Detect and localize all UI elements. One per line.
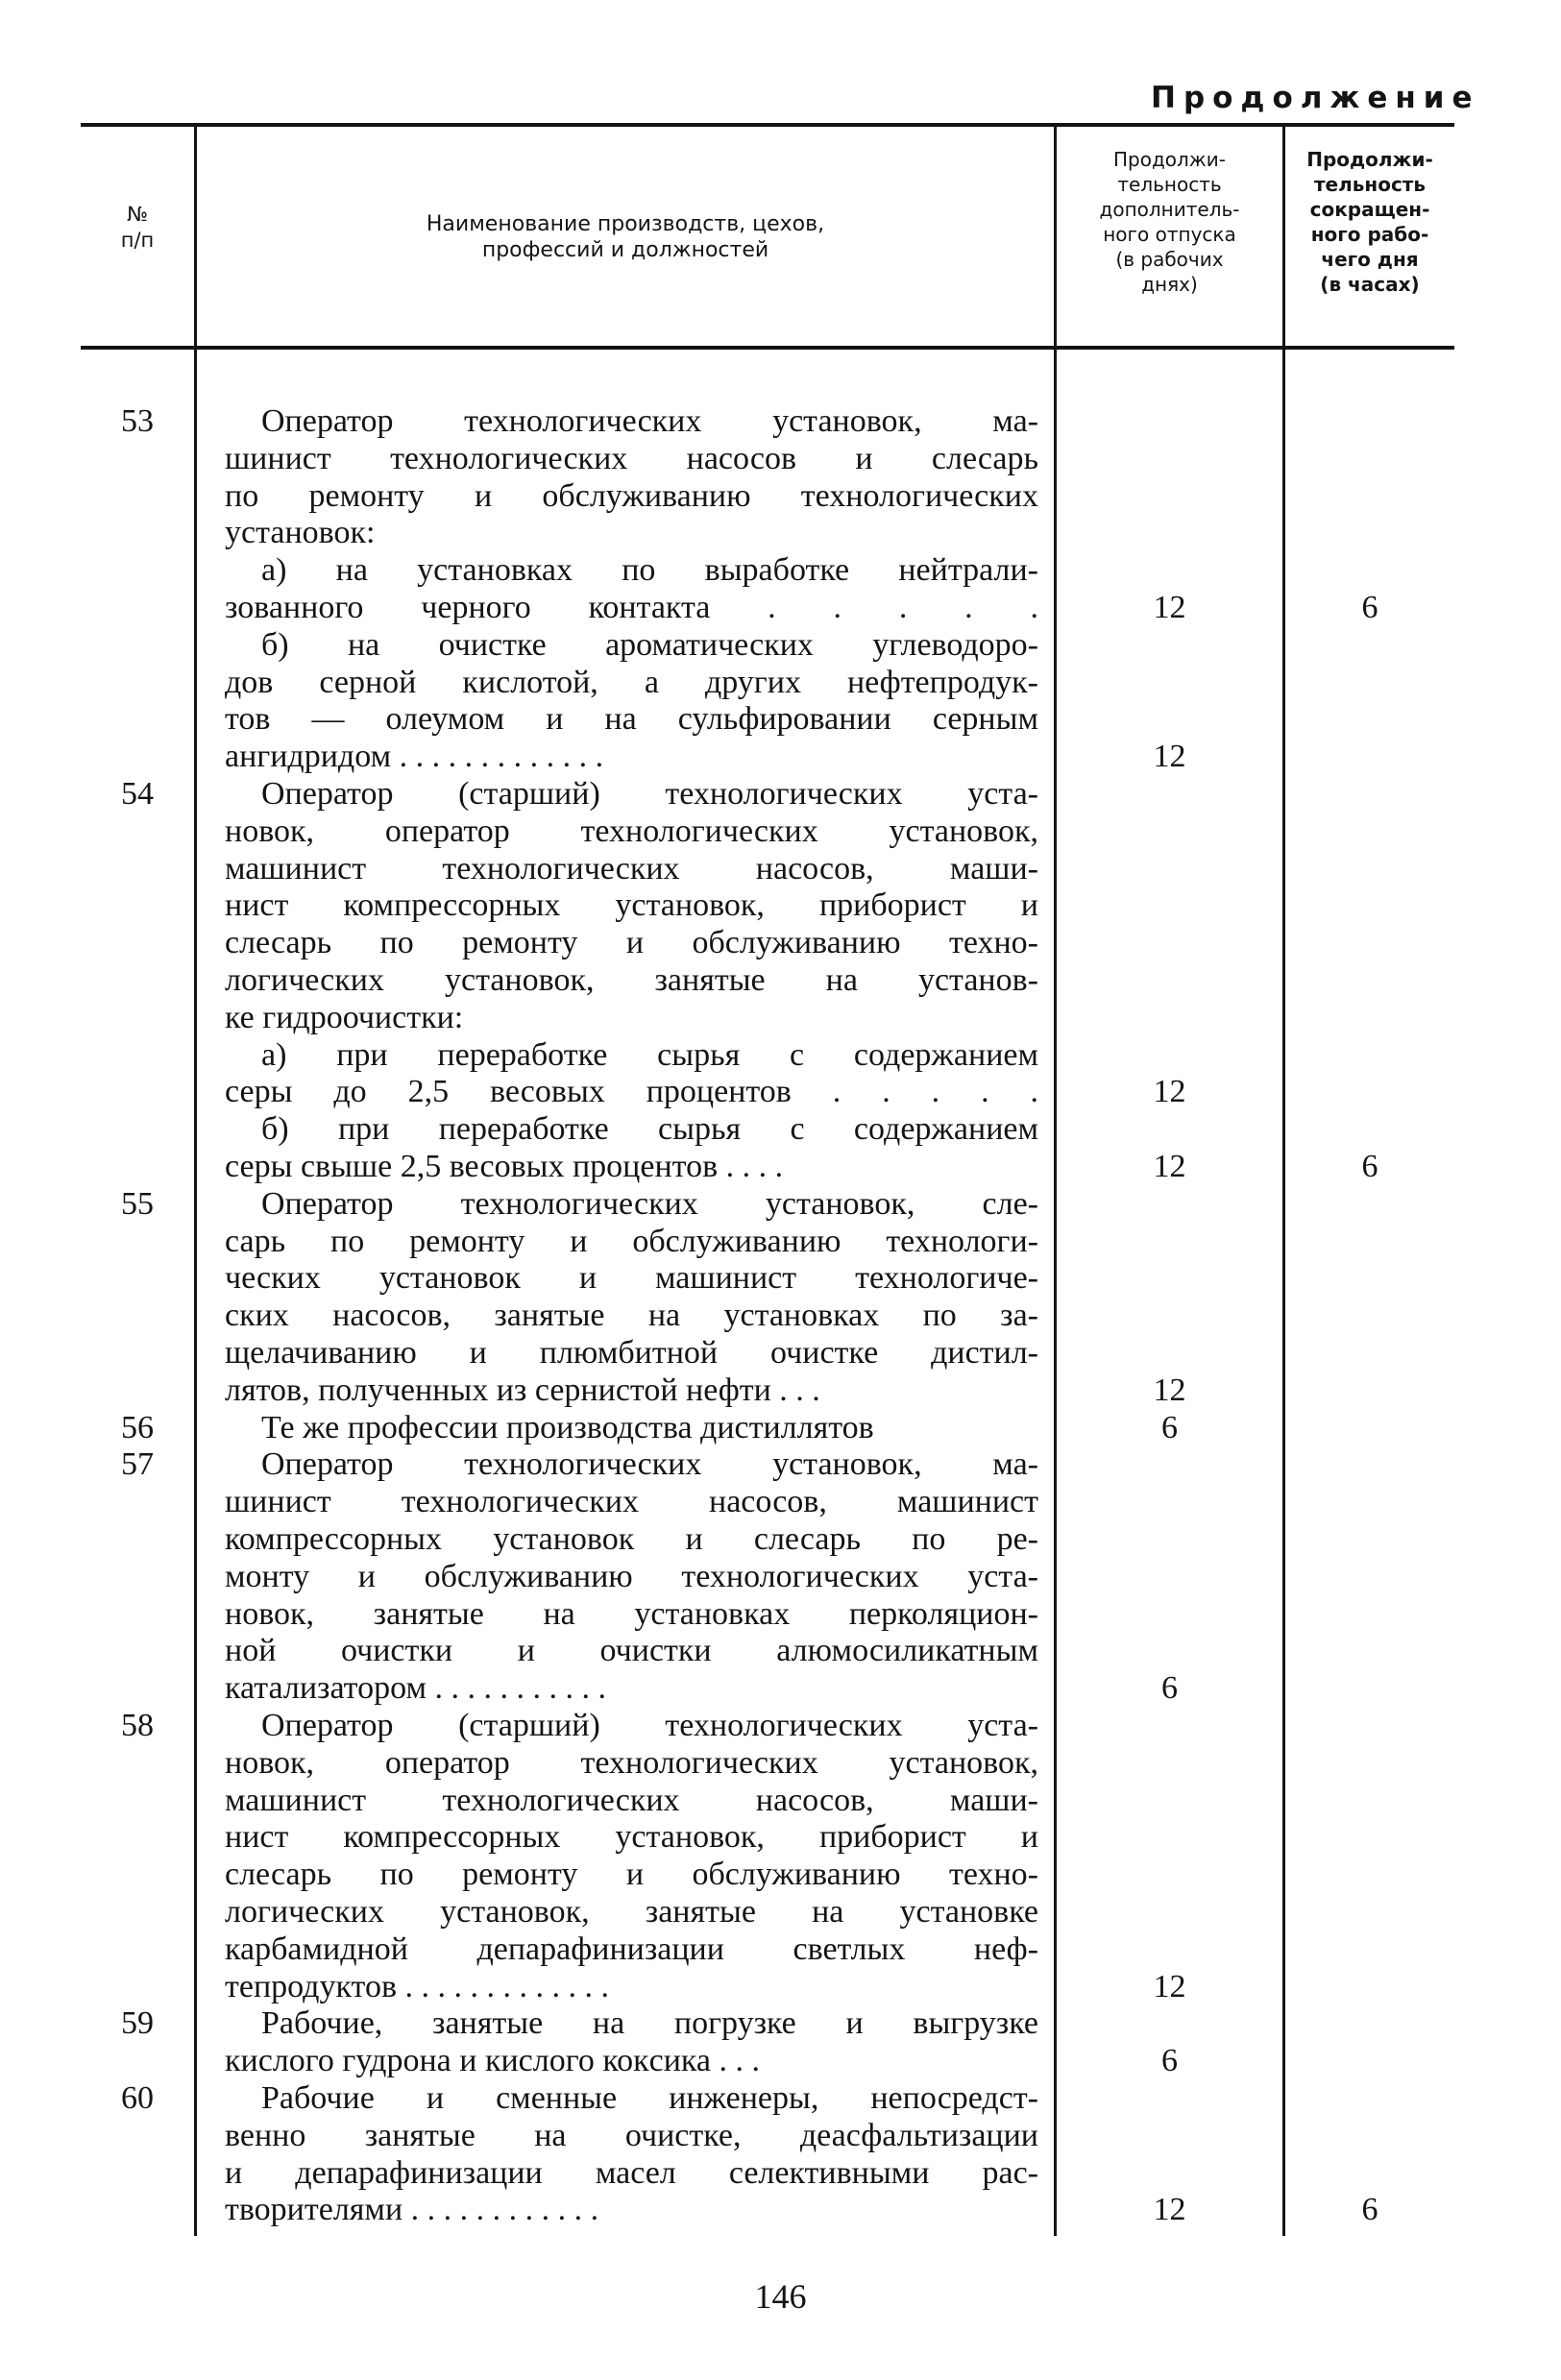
description-line: дов серной кислотой, а других нефтепродук-	[225, 664, 1038, 700]
description-line: ских насосов, занятые на установках по за-	[225, 1298, 1038, 1334]
header-text-line: Наименование производств, цехов,	[426, 212, 825, 236]
row-description	[225, 1410, 1038, 1447]
row-description	[225, 776, 1038, 1186]
description-line: а) на установках по выработке нейтрали-	[261, 552, 1038, 589]
description-line: Те же профессии производства дистиллятов	[261, 1409, 874, 1445]
additional-leave-days: 12	[1153, 739, 1186, 775]
description-line: ангидридом . . . . . . . . . . . . .	[225, 739, 604, 775]
header-text-line: профессий и должностей	[481, 238, 769, 262]
description-line: нист компрессорных установок, приборист и	[225, 887, 1038, 924]
description-line: серы свыше 2,5 весовых процентов . . . .	[225, 1148, 784, 1184]
row-number: 59	[121, 2005, 154, 2042]
shortened-workday-hours: 6	[1361, 2192, 1378, 2228]
description-line: Рабочие, занятые на погрузке и выгрузке	[261, 2005, 1038, 2042]
description-line: лятов, полученных из сернистой нефти . . .	[225, 1372, 820, 1408]
description-line: катализатором . . . . . . . . . . .	[225, 1670, 606, 1707]
header-leave-column	[1057, 147, 1282, 297]
header-text-line: чего дня	[1321, 248, 1419, 271]
table-top-rule	[81, 123, 1454, 127]
header-text-line: днях)	[1141, 273, 1198, 296]
header-text-line: тельность	[1117, 173, 1222, 196]
description-line: а) при переработке сырья с содержанием	[261, 1036, 1038, 1073]
shortened-workday-hours: 6	[1361, 590, 1378, 625]
description-line: Оператор технологических установок, сле-	[261, 1185, 1038, 1222]
description-line: б) при переработке сырья с содержанием	[261, 1111, 1038, 1148]
additional-leave-days: 12	[1153, 1074, 1186, 1110]
table-header-rule	[81, 346, 1454, 350]
description-line: установок:	[225, 515, 376, 551]
header-text-line: Продолжи-	[1112, 148, 1227, 171]
description-line: машинист технологических насосов, маши-	[225, 850, 1038, 886]
header-text-line: (в часах)	[1320, 273, 1420, 296]
shortened-workday-hours: 6	[1361, 1149, 1378, 1184]
row-description	[225, 1446, 1038, 1708]
row-description	[225, 2005, 1038, 2080]
description-line: нист компрессорных установок, приборист и	[225, 1819, 1038, 1856]
row-description	[225, 403, 1038, 776]
description-line: монту и обслуживанию технологических уста-	[225, 1558, 1038, 1594]
row-number: 57	[121, 1446, 154, 1483]
row-description	[225, 2080, 1038, 2229]
description-line: новок, оператор технологических установок,	[225, 813, 1038, 849]
description-line: Оператор (старший) технологических уста-	[261, 776, 1038, 812]
header-short-day-column	[1285, 147, 1454, 297]
description-line: серы до 2,5 весовых процентов . . . . .	[225, 1074, 1038, 1110]
description-line: слесарь по ремонту и обслуживанию техно-	[225, 925, 1038, 961]
row-number: 60	[121, 2080, 154, 2116]
page-number: 146	[754, 2277, 807, 2316]
header-number-column	[81, 202, 194, 254]
header-name-column	[197, 211, 1054, 263]
description-line: шинист технологических насосов и слесарь	[225, 440, 1038, 476]
description-line: кислого гудрона и кислого кокcика . . .	[225, 2043, 761, 2079]
additional-leave-days: 6	[1161, 1670, 1178, 1707]
description-line: щелачиванию и плюмбитной очистке дистил-	[225, 1334, 1038, 1371]
description-line: тов — олеумом и на сульфировании серным	[225, 701, 1038, 738]
row-number: 53	[121, 403, 154, 439]
description-line: Оператор технологических установок, ма-	[261, 403, 1038, 439]
description-line: карбамидной депарафинизации светлых неф-	[225, 1931, 1038, 1967]
header-text-line: сокращен-	[1309, 198, 1430, 221]
description-line: слесарь по ремонту и обслуживанию техно-	[225, 1857, 1038, 1893]
additional-leave-days: 6	[1161, 2043, 1178, 2079]
row-number: 54	[121, 776, 154, 812]
header-text-line: дополнитель-	[1099, 198, 1240, 221]
description-line: тепродуктов . . . . . . . . . . . . .	[225, 1968, 609, 2004]
description-line: шинист технологических насосов, машинист	[225, 1484, 1038, 1520]
description-line: ческих установок и машинист технологиче-	[225, 1260, 1038, 1297]
description-line: сарь по ремонту и обслуживанию технологи-	[225, 1223, 1038, 1259]
additional-leave-days: 12	[1153, 1372, 1186, 1408]
row-number: 58	[121, 1708, 154, 1743]
row-description	[225, 1708, 1038, 2005]
description-line: творителями . . . . . . . . . . . .	[225, 2192, 599, 2228]
header-text-line: Продолжи-	[1306, 148, 1433, 171]
additional-leave-days: 12	[1153, 590, 1186, 625]
description-line: Рабочие и сменные инженеры, непосредст-	[261, 2080, 1038, 2116]
description-line: зованного черного контакта . . . . .	[225, 589, 1038, 625]
header-text-line: тельность	[1313, 173, 1427, 196]
description-line: Оператор (старший) технологических уста-	[261, 1708, 1038, 1743]
header-text-line: №	[127, 203, 148, 226]
description-line: логических установок, занятые на установке	[225, 1893, 1038, 1930]
description-line: новок, занятые на установках перколяцион-	[225, 1595, 1038, 1632]
description-line: ке гидроочистки:	[225, 999, 464, 1035]
description-line: новок, оператор технологических установок,	[225, 1744, 1038, 1781]
description-line: ной очистки и очистки алюмосиликатным	[225, 1633, 1038, 1669]
description-line: машинист технологических насосов, маши-	[225, 1782, 1038, 1818]
row-description	[225, 1186, 1038, 1410]
row-number: 56	[121, 1409, 154, 1445]
description-line: и депарафинизации масел селективными рас-	[225, 2154, 1038, 2191]
header-text-line: (в рабочих	[1115, 248, 1224, 271]
description-line: компрессорных установок и слесарь по ре-	[225, 1520, 1038, 1557]
description-line: Оператор технологических установок, ма-	[261, 1446, 1038, 1483]
header-text-line: п/п	[120, 229, 155, 252]
header-text-line: ного рабо-	[1310, 223, 1429, 246]
additional-leave-days: 12	[1153, 1149, 1186, 1184]
description-line: логических установок, занятые на установ-	[225, 961, 1038, 998]
additional-leave-days: 6	[1161, 1409, 1178, 1445]
description-line: б) на очистке ароматических углеводоро-	[261, 626, 1038, 663]
continuation-label: Продолжение	[1151, 81, 1480, 115]
column-divider-1	[194, 123, 197, 2236]
additional-leave-days: 12	[1153, 1968, 1186, 2004]
header-text-line: ного отпуска	[1103, 223, 1236, 246]
description-line: венно занятые на очистке, деасфальтизации	[225, 2117, 1038, 2153]
description-line: по ремонту и обслуживанию технологических	[225, 477, 1038, 514]
row-number: 55	[121, 1185, 154, 1222]
additional-leave-days: 12	[1153, 2192, 1186, 2228]
